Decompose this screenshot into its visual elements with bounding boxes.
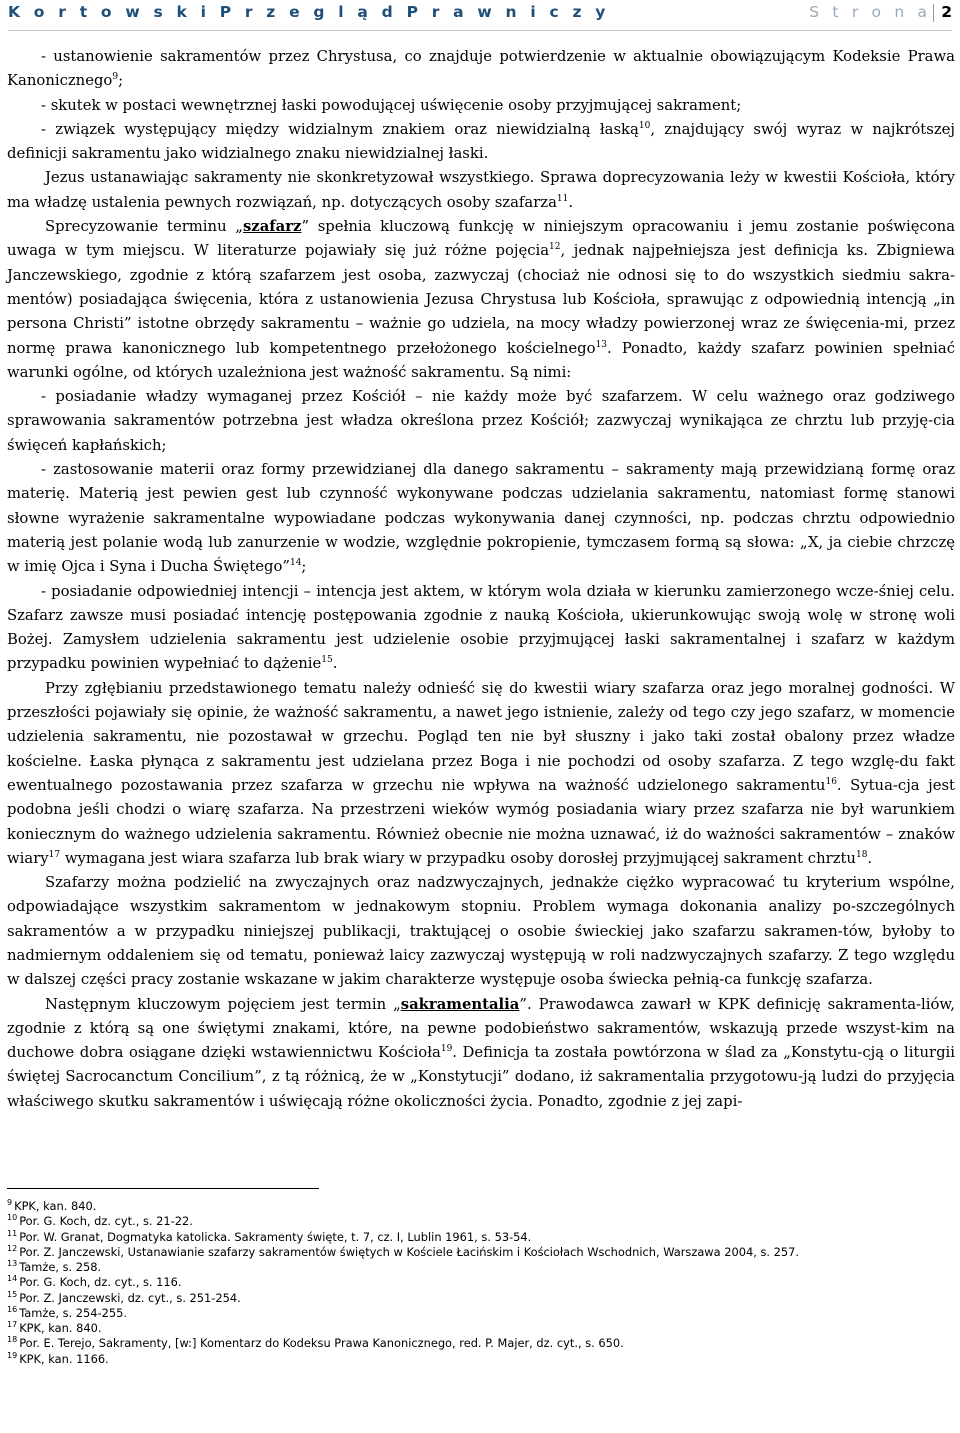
footnote-ref[interactable]: 19 [440,1044,453,1055]
text-run: - posiadanie odpowiedniej intencji – intencja jest aktem, w którym wola działa w kierunku zamierzonego wcze-śniej celu. Szafarz zawsze musi posiadać intencję postępowania zgodnie z nauką Kościoła, ukierunkowując swoją wolę w stronę woli Bożej. Zamysłem udzielenia sakramentu jest udzielenie osobie przyjmującej łaski sakramentalnej i szafarz w każdym przypadku powinien wypełniać to dążenie [7,582,955,673]
text-run: . [568,193,574,211]
text-run: Następnym kluczowym pojęciem jest termin „ [45,995,401,1013]
list-item [7,458,955,579]
text-run: - ustanowienie sakramentów przez Chrystusa, co znajduje potwierdzenie w aktualnie obowiązującym Kodeksie Prawa Kanonicznego [7,48,955,90]
footnote-separator [7,1188,319,1189]
footnote-number: 10 [7,1213,18,1223]
footnote-number: 17 [7,1320,18,1329]
footnote-ref[interactable]: 18 [855,849,868,860]
footnote [7,1336,947,1351]
footnote-text: Por. W. Granat, Dogmatyka katolicka. Sakramenty święte, t. 7, cz. I, Lublin 1961, s. 53-54. [19,1229,532,1244]
text-run: . [867,849,873,867]
footnote-text: Tamże, s. 254-255. [19,1305,127,1320]
text-run: , znajdujący swój wyraz w najkrótszej definicji sakramentu jako widzialnego znaku niewidzialnej łaski. [7,120,955,163]
text-run: . Ponadto, każdy szafarz powinien spełniać warunki ogólne, od których uzależniona jest ważność sakramentu. Są nimi: [7,339,955,381]
page-label: S t r o n a [809,3,932,21]
paragraph [7,993,955,1114]
text-run: ; [301,558,307,576]
footnote-ref[interactable]: 17 [48,849,61,860]
footnote-number: 12 [7,1243,18,1253]
text-run: . Sytua-cja jest podobna jeśli chodzi o wiarę szafarza. Na przestrzeni wieków wymóg posiadania wiary przez szafarza nie był warunkiem koniecznym do ważnego udzielenia sakramentu. Również obecnie nie można uznawać, iż do ważności sakramentów – znaków wiary [7,776,955,867]
footnote-number: 18 [7,1335,18,1345]
footnote-text: KPK, kan. 840. [14,1199,97,1213]
footnote-ref[interactable]: 15 [321,655,333,666]
footnote-text: KPK, kan. 840. [19,1321,102,1335]
footnote-text: Por. G. Koch, dz. cyt., s. 21-22. [19,1214,193,1229]
text-run: , jednak najpełniejsza jest definicja ks. Zbigniewa Janczewskiego, zgodnie z którą szafarzem jest osoba, zazwyczaj (chociaż nie odnosi się to do wszystkich siedmiu sakra-mentów) posiadająca święcenia, która z ustanowienia Jezusa Chrystusa lub Kościoła, sprawując z odpowiednią intencją „in persona Christi” istotne obrzędy sakramentu – ważnie go udziela, na mocy władzy powierzonej wraz ze święcenia-mi, przez normę prawa kanonicznego lub kompetentnego przełożonego kościelnego [7,242,955,357]
page-indicator [809,3,952,22]
footnote-ref[interactable]: 14 [289,558,302,569]
text-run: . Definicja ta została powtórzona w ślad za „Konstytu-cją o liturgii świętej Sacrocanctum Concilium”, z tą różnicą, że w „Konstytucji” dodano, iż sakramentalia przygotowu-ją ludzi do przyjęcia właściwego skutku sakramentów i uświęcają różne okoliczności życia. Ponadto, zgodnie z jej zapi- [7,1044,955,1110]
text-run: - posiadanie władzy wymaganej przez Kościół – nie każdy może być szafarzem. W celu ważnego oraz godziwego sprawowania sakramentów potrzebna jest władza określona przez Kościół; zazwyczaj wynikająca ze chrztu lub przyję-cia święceń kapłańskich; [7,388,955,454]
footnote-ref[interactable]: 11 [556,193,569,204]
term-highlight: sakramentalia [400,995,520,1013]
footnote-text: Por. E. Terejo, Sakramenty, [w:] Komentarz do Kodeksu Prawa Kanonicznego, red. P. Majer, dz. cyt., s. 650. [19,1336,624,1351]
footnote [7,1245,947,1260]
term-highlight: szafarz [242,218,302,236]
footnote-text: KPK, kan. 1166. [19,1351,109,1366]
list-item [7,94,955,118]
footnote-ref[interactable]: 10 [638,120,651,131]
footnote-ref[interactable]: 16 [825,776,837,787]
text-run: - skutek w postaci wewnętrznej łaski powodującej uświęcenie osoby przyjmującej sakrament; [41,96,742,114]
page-header [8,0,952,28]
footnote-number: 14 [7,1274,18,1284]
footnote-text: Por. Z. Janczewski, dz. cyt., s. 251-254. [19,1290,241,1305]
text-run: Sprecyzowanie terminu „ [45,218,243,236]
footnote [7,1260,947,1275]
footnote-ref[interactable]: 9 [112,72,119,83]
list-item [7,45,955,94]
page-separator [933,4,934,22]
footnote [7,1275,947,1290]
text-run: Jezus ustanawiając sakramenty nie skonkretyzował wszystkiego. Sprawa doprecyzowania leży w kwestii Kościoła, który ma władzę ustalenia pewnych rozwiązań, np. dotyczących osoby szafarza [7,169,955,211]
footnote-number: 13 [7,1259,18,1268]
footnote-number: 15 [7,1289,18,1299]
footnotes [7,1199,947,1367]
text-run: Przy zgłębianiu przedstawionego tematu należy odnieść się do kwestii wiary szafarza oraz jego moralnej godności. W przeszłości pojawiały się opinie, że ważność sakramentu, a nawet jego istnienie, zależy od tego czy jego szafarz, w momencie udzielenia sakramentu, nie pozostawał w grzechu. Pogląd ten nie był słuszny i jako taki został obalony przez władze kościelne. Łaska płynąca z sakramentu jest udzielana przez Boga i nie pochodzi od osoby szafarza. Z tego wzglę-du fakt ewentualnego pozostawania przez szafarza w grzechu nie wpływa na ważność udzielonego sakramentu [7,679,955,794]
text-run: ; [118,72,124,90]
footnote-number: 11 [7,1228,18,1238]
paragraph [7,677,955,871]
body-text [7,45,955,1114]
footnote [7,1291,947,1306]
list-item [7,118,955,167]
text-run: - zastosowanie materii oraz formy przewidzianej dla danego sakramentu – sakramenty mają przewidzianą formę oraz materię. Materią jest pewien gest lub czynność wykonywane podczas udzielania sakramentu, natomiast formę stanowi słowne wyrażenie sakramentalne wypowiadane podczas wykonywania danej czynności, np. podczas chrztu odpowiednio materią jest polanie wodą lub zanurzenie w wodzie, względnie pokropienie, tymczasem formą są słowa: „X, ja ciebie chrzczę w imię Ojca i Syna i Ducha Świętego” [7,461,955,576]
footnote [7,1321,947,1336]
footnote [7,1214,947,1229]
list-item [7,385,955,458]
footnote-text: Por. G. Koch, dz. cyt., s. 116. [19,1275,182,1290]
footnote-number: 19 [7,1350,18,1360]
text-run: Szafarzy można podzielić na zwyczajnych oraz nadzwyczajnych, jednakże ciężko wypracować tu kryterium wspólne, odpowiadające wszystkim sakramentom w jednakowym stopniu. Problem wymaga dokonania analizy po-szczególnych sakramentów a w przypadku niniejszej publikacji, traktującej o osobie świeckiej jako szafarzu sakramen-tów, byłoby to nadmiernym oddaleniem się od tematu, ponieważ laicy zazwyczaj występują w roli nadzwyczajnych szafarzy. Z tego względu w dalszej części pracy zostanie wskazane w jakim charakterze występuje osoba świecka pełnią-ca funkcję szafarza. [7,874,955,989]
footnote-number: 9 [7,1198,13,1207]
footnote [7,1352,947,1367]
list-item [7,580,955,677]
text-run: wymagana jest wiara szafarza lub brak wiary w przypadku osoby dorosłej przyjmującej sakrament chrztu [60,849,856,867]
paragraph [7,215,955,385]
footnote-text: Tamże, s. 258. [19,1260,102,1274]
footnote [7,1230,947,1245]
journal-title: K o r t o w s k i P r z e g l ą d P r a w n i c z y [8,3,610,21]
text-run: ”. Prawodawca zawarł w KPK definicję sakramenta-liów, zgodnie z którą są one świętymi znakami, które, na pewne podobieństwo sakramentów, wskazują przede wszyst-kim na duchowe dobra osiągane dzięki wstawiennictwu Kościoła [7,995,955,1062]
text-run: . [332,655,338,673]
footnote [7,1306,947,1321]
footnote-ref[interactable]: 12 [549,242,561,253]
header-divider [8,30,952,31]
page-number: 2 [941,3,952,21]
footnote-number: 16 [7,1304,18,1314]
paragraph [7,871,955,992]
footnote [7,1199,947,1214]
text-run: - związek występujący między widzialnym znakiem oraz niewidzialną łaską [41,120,639,138]
paragraph [7,166,955,215]
footnote-ref[interactable]: 13 [595,339,608,350]
footnote-text: Por. Z. Janczewski, Ustanawianie szafarzy sakramentów świętych w Kościele Łacińskim i Kościołach Wschodnich, Warszawa 2004, s. 257. [19,1244,799,1259]
text-run: ” spełnia kluczową funkcję w niniejszym opracowaniu i jemu zostanie poświęcona uwaga w tym miejscu. W literaturze pojawiały się już różne pojęcia [7,218,956,260]
